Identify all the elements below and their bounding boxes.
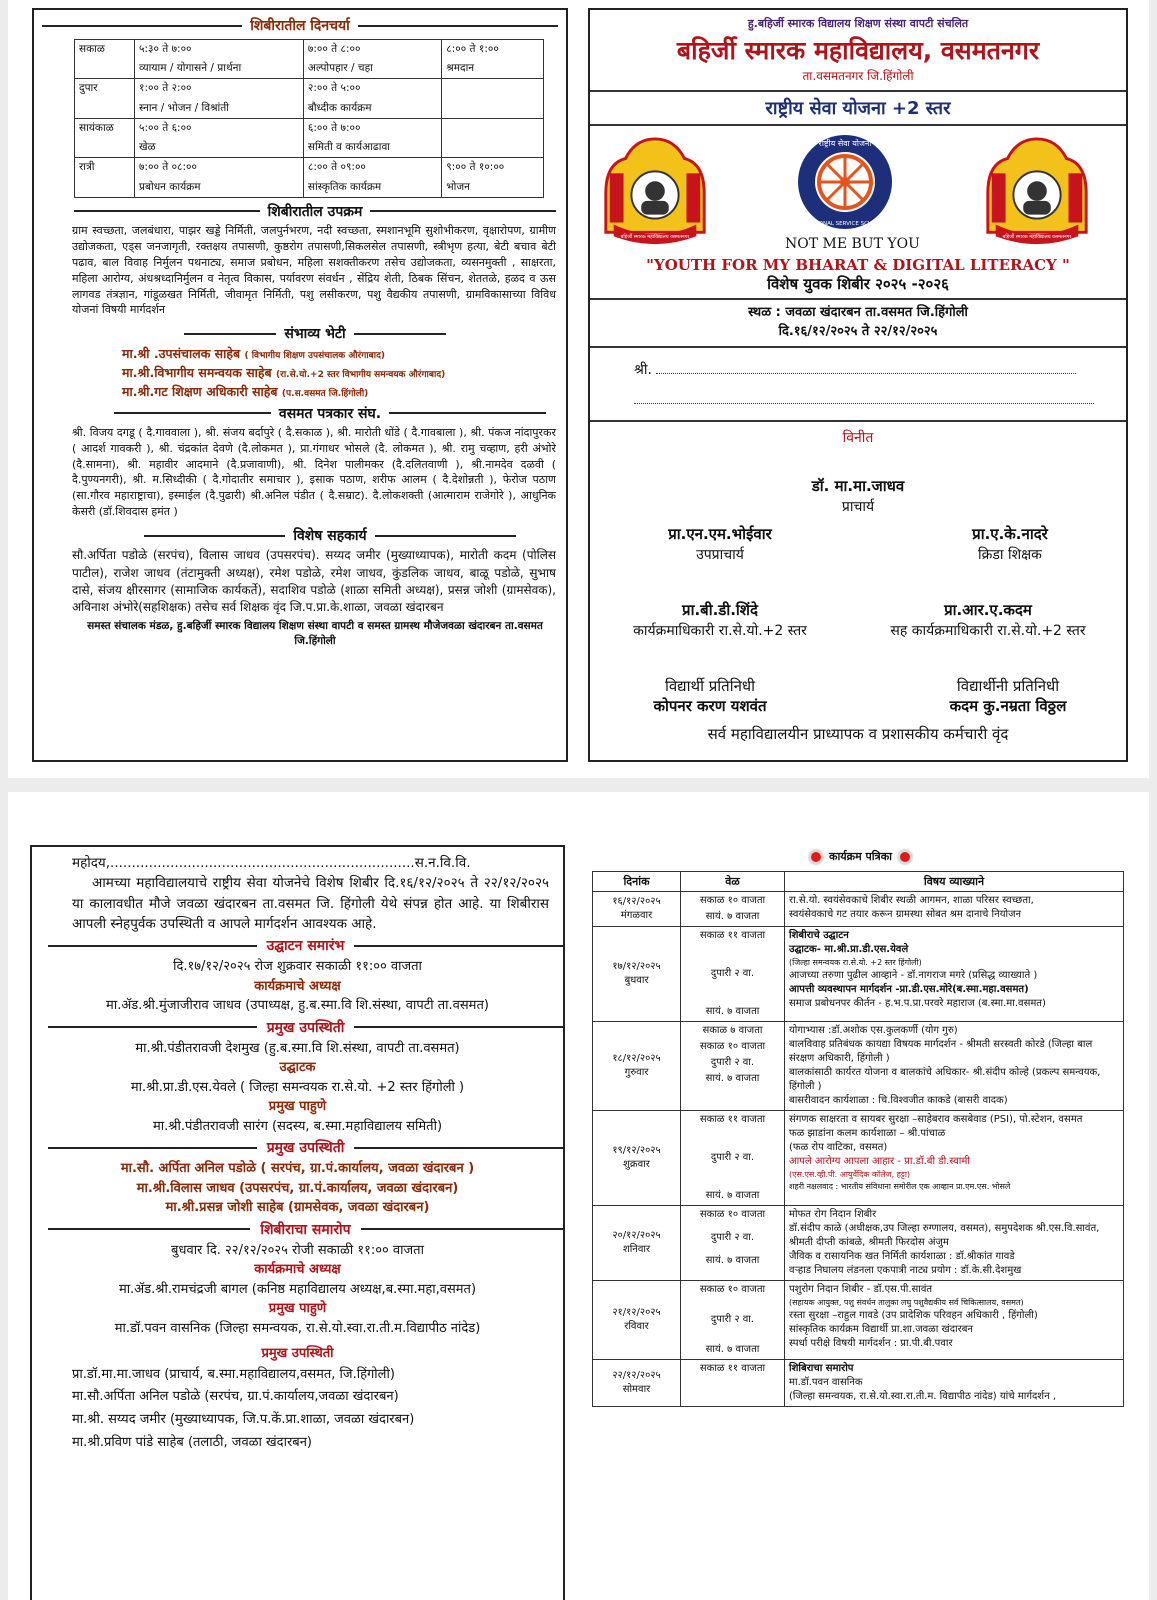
- visits-list: [34, 345, 566, 401]
- society-name: हु.बहिर्जी स्मारक विद्यालय शिक्षण संस्था वापटी संचलित: [747, 17, 969, 30]
- topic-line: बासरीवादन कार्यशाळा : चि.विश्वजीत काकडे (बासरी वादक): [789, 1095, 1008, 1107]
- closing-guest-title: प्रमुख पाहुणे: [268, 1301, 327, 1316]
- presence-item: मा.सौ. अर्पिता अनिल पडोळे ( सरपंच, ग्रा.पं.कार्यालय, जवळा खंदारबन ): [120, 1161, 475, 1176]
- invitation-text: आमच्या महाविद्यालयाचे राष्ट्रीय सेवा योजनेचे विशेष शिबीर दि.१६/१२/२०२५ ते २२/१२/२०२५ या कालावधीत मौजे जवळा खंदारबन ता.वसमत जि. हिंगोली येथे संपन्न होत आहे. या शिबीरास आपली स्नेहपुर्वक उपस्थिती व आपले मार्गदर्शन आवश्यक आहे.: [72, 875, 549, 932]
- routine-time: २:०० ते ५:००: [303, 79, 441, 99]
- student-rep-boy: विद्यार्थी प्रतिनिधी कोपनर करण यशवंत: [653, 677, 767, 715]
- inaugurator-title: उद्घाटक: [279, 1060, 316, 1075]
- routine-activity: खेळ: [135, 138, 304, 158]
- activities-text: ग्राम स्वच्छता, जलबंधारा, पाझर खड्डे निर्मिती, जलपुर्नभरण, नदी स्वच्छता, स्मशानभूमि सुशोभीकरण, वृक्षारोपण, ग्रामीण उद्योजकता, एड्स जनजागृती, रक्तक्षय तपासणी, कुष्ठरोग तपासणी,सिकलसेल तपासणी, स्त्रीभृण हत्या, बेटी बचाव बेटी पढाव, बाल विवाह निर्मुलन पथनाट्य, समाज प्रबोधन, महिला सशक्तीकरण तसेच उद्योजकता, व्यसनमुक्ती , साक्षरता, महिला आरोग्य, अंधश्रध्दानिर्मुलन व नेतृत्व विकास, पर्यावरण संवर्धन , सेंद्रिय शेती, ठिबक सिंचन, शेततळे, हळद व ऊस लागवड तंत्रज्ञान, गांडूळखत निर्मिती, जीवामृत निर्मिती, पशु लसीकरण, पशु वैद्यकीय तपासणी, ग्रामविकासाच्या विविध योजनां विषयी मार्गदर्शन: [72, 223, 556, 317]
- theme-slogan: "YOUTH FOR MY BHARAT & DIGITAL LITERACY ": [646, 256, 1070, 274]
- time-text: दुपारी २ वा.: [710, 1314, 755, 1326]
- coop-footer: समस्त संचालक मंडळ, हु.बहिर्जी स्मारक विद्यालय शिक्षण संस्था वापटी व समस्त ग्रामस्थ मौजेजवळा खंदारबन ता.वसमत जि.हिंगोली: [87, 619, 543, 647]
- topic-line: (फळ रोप वाटिका, वसमत): [789, 1142, 888, 1154]
- chair-person: मा.ॲड.श्री.मुंजाजीराव जाधव (उपाध्यक्ष, हु.ब.स्मा.वि शि.संस्था, वापटी ता.वसमत): [106, 998, 489, 1013]
- topic-line: मोफत रोग निदान शिबीर: [789, 1209, 877, 1221]
- routine-row: [75, 79, 544, 99]
- column-header: वेळ: [681, 872, 785, 892]
- coop-text: सौ.अर्पिता पडोळे (सरपंच), विलास जाधव (उपसरपंच). सय्यद जमीर (मुख्याध्यापक), मारोती कदम (पोलिस पाटील), राजेश जाधव (तंटामुक्ती अध्यक्ष), रमेश पडोळे, रमेश जाधव, कुंडलिक जाधव, बाळू पडोळे, सुभाष दासे, संजय क्षीरसागर (सामाजिक कार्यकर्ते), सदाशिव पडोळे (शाळा समिती अध्यक्ष), प्रसन्न जोशी (ग्रामसेवक), अविनाश अंभोरे(सहशिक्षक) तसेच सर्व शिक्षक वृंद जि.प.प्रा.के.शाळा, जवळा खंदारबन: [72, 548, 556, 615]
- routine-row: [75, 118, 544, 138]
- presence-list: [32, 1159, 563, 1218]
- routine-time: ८:०० ते १:००: [442, 40, 544, 60]
- programme-topics: [785, 892, 1124, 927]
- time-text: सायं. ७ वाजता: [705, 1190, 760, 1202]
- closing-presence-item: मा.सौ.अर्पिता अनिल पडोळे (सरपंच, ग्रा.पं.कार्यालय,जवळा खंदारबन): [72, 1389, 399, 1405]
- date-text: १७/१२/२०२५: [612, 961, 661, 973]
- time-text: दुपारी २ वा.: [710, 968, 755, 980]
- date-text: १९/१२/२०२५: [612, 1145, 661, 1157]
- routine-time: ७:०० ते ८:००: [303, 40, 441, 60]
- routine-time: ६:०० ते ७:००: [303, 118, 441, 138]
- topic-line: संगणक साक्षरता व सायबर सुरक्षा –साहेबराव कसबेवाड (PSI), पो.स्टेशन, वसमत: [789, 1114, 1083, 1126]
- routine-row-activity: [75, 59, 544, 79]
- presence-item: मा.श्री.प्रसन्न जोशी साहेब (ग्रामसेवक, जवळा खंदारबन): [165, 1200, 430, 1215]
- time-text: सकाळ १० वाजता: [699, 895, 766, 907]
- topic-line: (जिल्हा समन्वयक, रा.से.यो.स्वा.रा.ती.म. विद्यापीठ नांदेड) यांचे मार्गदर्शन ,: [789, 1391, 1056, 1403]
- visits-title: संभाव्य भेटी: [34, 324, 566, 343]
- routine-time: ५:०० ते ६:००: [135, 118, 304, 138]
- presence-title: प्रमुख उपस्थिती: [32, 1138, 563, 1157]
- routine-label: रात्री: [75, 158, 135, 197]
- vice-principal: प्रा.एन.एम.भोईवार उपप्राचार्य: [668, 525, 772, 563]
- routine-activity: [442, 138, 544, 158]
- panel-cover: [588, 8, 1128, 762]
- nss-logo-icon: [795, 132, 895, 232]
- programme-date: [593, 1111, 681, 1206]
- routine-table: [74, 39, 544, 198]
- routine-time: [442, 79, 544, 99]
- chief-title: प्रमुख उपस्थिती: [32, 1018, 563, 1037]
- camp-title: विशेष युवक शिबीर २०२५ -२०२६: [767, 275, 949, 293]
- press-title: वसमत पत्रकार संघ.: [34, 404, 566, 423]
- programme-times: [681, 1111, 785, 1206]
- topic-line: बालकांसाठी कार्यरत योजना व बालकांचे अधिकार- श्री.संदीप कोल्हे (प्रकल्प समन्वयक, हिंगोली ): [789, 1067, 1101, 1093]
- inaugurator: मा.श्री.प्रा.डी.एस.येवले ( जिल्हा समन्वयक रा.से.यो. +2 स्तर हिंगोली ): [130, 1079, 465, 1095]
- topic-line: मा.डॉ.पवन वासनिक: [789, 1377, 863, 1389]
- programme-date: [593, 1022, 681, 1111]
- topic-line: शिबिराचा समारोप: [789, 1363, 854, 1375]
- motto: NOT ME BUT YOU: [785, 236, 920, 252]
- routine-activity: सांस्कृतिक कार्यक्रम: [303, 178, 441, 198]
- topic-line: (जिल्हा समन्वयक रा.से.यो. +2 स्तर हिंगोली): [789, 958, 922, 968]
- salutation: महोदय,.......................................................................स.न.वि.वि.: [72, 855, 471, 871]
- time-text: सकाळ ११ वाजता: [699, 930, 766, 942]
- topic-line: (सहायक आयुक्त, पशु संवर्धन तालुका लघु पशुवैद्यकीय सर्व चिकित्सालय, वसमत): [789, 1298, 1024, 1308]
- routine-activity: अल्पोपहार / चहा: [303, 59, 441, 79]
- principal: डॉ. मा.मा.जाधव प्राचार्य: [811, 477, 905, 515]
- topic-line: (एस.एस.व्ही.पी. आयुर्वेदिक कॉलेज, हट्टा): [789, 1170, 911, 1180]
- date-text: २१/१२/२०२५: [612, 1307, 661, 1319]
- college-seal-icon: [596, 134, 714, 252]
- routine-row: [75, 40, 544, 60]
- topic-line: आपत्ती व्यवस्थापन मार्गदर्शन -प्रा.डी.एस.मोरे(ब.स्मा.महा.वसमत): [789, 983, 1029, 995]
- programme-topics: [785, 1360, 1124, 1407]
- guest: मा.श्री.पंडीतरावजी सारंग (सदस्य, ब.स्मा.महाविद्यालय समिती): [152, 1118, 443, 1134]
- topic-line: रा.से.यो. स्वयंसेवकाचे शिबीर स्थळी आगमन, शाळा परिसर स्वच्छता,: [789, 895, 1034, 907]
- programme-row: [593, 1206, 1124, 1281]
- topic-line: योगाभ्यास :डॉ.अशोक एस.कुलकर्णी (योग गुरु): [789, 1025, 958, 1037]
- topic-line: रस्ता सुरक्षा –राहुल गावडे (उप प्रादेशिक परिवहन अधिकारी , हिंगोली): [789, 1309, 1038, 1321]
- routine-activity: व्यायाम / योगासने / प्रार्थना: [135, 59, 304, 79]
- programme-times: [681, 1206, 785, 1281]
- programme-row: [593, 1022, 1124, 1111]
- programme-times: [681, 892, 785, 927]
- date-text: १८/१२/२०२५: [612, 1053, 661, 1065]
- nss-logo-en: NATIONAL SERVICE SCHEME: [806, 221, 884, 227]
- topic-line: स्पर्धा परीक्षे विषयी मार्गदर्शन : प्रा.पी.बी.पवार: [789, 1337, 953, 1349]
- programme-row: [593, 927, 1124, 1022]
- column-header: दिनांक: [593, 872, 681, 892]
- activities-title: शिबीरातील उपक्रम: [34, 202, 566, 221]
- date-text: १६/१२/२०२५: [612, 896, 661, 908]
- programme-header: [593, 872, 1124, 892]
- topic-line: स्वयंसेवकाचे गट तयार करून ग्रामस्था सोबत श्रम दानाचे नियोजन: [789, 909, 1022, 921]
- staff-line: सर्व महाविद्यालयीन प्राध्यापक व प्रशासकीय कर्मचारी वृंद: [707, 725, 1009, 743]
- day-text: रविवार: [624, 1321, 649, 1333]
- coop-title: विशेष सहकार्य: [34, 526, 566, 545]
- closing-presence-item: प्रा.डॉ.मा.मा.जाधव (प्राचार्य, ब.स्मा.महाविद्यालय,वसमत, जि.हिंगोली): [72, 1366, 395, 1382]
- topic-line: आपले आरोग्य आपला आहार - प्रा.डॉ.बी डी.स्वामी: [789, 1156, 970, 1168]
- programme-date: [593, 1360, 681, 1407]
- topic-line: फळ झाडांना कलम कार्यशाळा – श्री.पांचाळ: [789, 1128, 946, 1140]
- routine-time: [442, 118, 544, 138]
- time-text: दुपारी २ वा.: [710, 1232, 755, 1244]
- camp-venue: स्थळ : जवळा खंदारबन ता.वसमत जि.हिंगोली: [748, 305, 968, 320]
- visit-item: [122, 345, 566, 364]
- time-text: सायं. ७ वाजता: [705, 1073, 760, 1085]
- day-text: गुरुवार: [624, 1067, 649, 1079]
- date-text: २०/१२/२०२५: [612, 1230, 661, 1242]
- routine-row: [75, 158, 544, 178]
- routine-time: ५:३० ते ७:००: [135, 40, 304, 60]
- press-text: श्री. विजय दगडू ( दै.गाववाला ), श्री. संजय बर्दापुरे ( दै.सकाळ ), श्री. मारोती धोंडे ( दै.गावबाला ), श्री. पंकज नांदापुरकर ( आदर्श गावकरी ), श्री. चंद्रकांत देवणे (दै.लोकमत ), प्रा.गंगाधर भोसले (दै. लोकमत ), श्री. रामु चव्हाण, हरी अंभोरे (दै.सामना), श्री. महावीर आदमाने (दै.प्रजावाणी), श्री. दिनेश पालीमकर (दै.दलितवाणी ), श्री.नामदेव दळवी ( दै.पुण्यनगरी), श्री. म.सिध्दीकी ( दै.गोदातीर समाचार ), इसाक पठाण, शरीफ आलम ( दै.देशोन्नती ), फेरोज पठाण (सा.गौरव महाराष्ट्राचा), इस्माईल (दै.पुढारी) श्री.अनिल पंडीत ( दै.सम्राट). दै.लोकशक्ती (आत्माराम राजेगोरे ), आधुनिक केसरी (डॉ.शिवदास हमंत ): [72, 425, 556, 519]
- topic-line: आजच्या तरुणा पुढील आव्हाने - डॉ.नागराज मगरे (प्रसिद्ध व्याख्याते ): [789, 969, 1038, 981]
- routine-activity: प्रबोधन कार्यक्रम: [135, 178, 304, 198]
- closing-title: शिबीराचा समारोप: [32, 1220, 563, 1239]
- routine-label: सकाळ: [75, 40, 135, 79]
- visit-note: (रा.से.यो.+2 स्तर विभागीय समन्वयक औरंगाबाद): [276, 370, 446, 381]
- programme-times: [681, 1022, 785, 1111]
- routine-activity: बौध्दीक कार्यक्रम: [303, 99, 441, 119]
- programme-row: [593, 1360, 1124, 1407]
- sports-teacher: प्रा.ए.के.नादरे क्रिडा शिक्षक: [972, 525, 1048, 563]
- programme-date: [593, 927, 681, 1022]
- programme-times: [681, 927, 785, 1022]
- routine-time: ९:०० ते १०:००: [442, 158, 544, 178]
- programme-topics: [785, 1111, 1124, 1206]
- logo-strip: [590, 130, 1126, 256]
- guest-title: प्रमुख पाहुणे: [268, 1099, 327, 1114]
- time-text: सायं. ७ वाजता: [705, 1006, 760, 1018]
- routine-time: १:०० ते २:००: [135, 79, 304, 99]
- closing-chair-title: कार्यक्रमाचे अध्यक्ष: [254, 1262, 341, 1277]
- programme-topics: [785, 1281, 1124, 1360]
- presence-item: मा.श्री.विलास जाधव (उपसरपंच, ग्रा.पं.कार्यालय, जवळा खंदारबन): [136, 1180, 459, 1196]
- routine-activity: [442, 99, 544, 119]
- routine-label: दुपार: [75, 79, 135, 118]
- date-text: २२/१२/२०२५: [612, 1370, 661, 1382]
- college-name: बहिर्जी स्मारक महाविद्यालय, वसमतनगर: [676, 36, 1040, 65]
- closing-chair: मा.ॲड.श्री.रामचंद्रजी बागल (कनिष्ठ महाविद्यालय अध्यक्ष,ब.स्मा.महा,वसमत): [118, 1281, 477, 1297]
- programme-title: कार्यक्रम पत्रिका: [588, 849, 1133, 871]
- routine-time: ८:०० ते ०९:००: [303, 158, 441, 178]
- co-program-officer: प्रा.आर.ए.कदम सह कार्यक्रमाधिकारी रा.से.यो.+2 स्तर: [890, 601, 1086, 639]
- closing-guest: मा.डॉ.पवन वासनिक (जिल्हा समन्वयक, रा.से.यो.स्वा.रा.ती.म.विद्यापीठ नांदेड): [114, 1320, 481, 1336]
- topic-line: शहरी नक्षलवाद : भारतीय संविधाना समोरील एक आव्हान प्रा.एम.एस. भोसले: [789, 1181, 1011, 1191]
- recipient-line: श्री.: [590, 352, 1126, 379]
- programme-topics: [785, 927, 1124, 1022]
- closing-presence-item: मा.श्री. सय्यद जमीर (मुख्याध्यापक, जि.प.कें.प्रा.शाळा, जवळा खंदारबन): [72, 1412, 415, 1427]
- programme-date: [593, 1206, 681, 1281]
- student-rep-girl: विद्यार्थीनी प्रतिनिधी कदम कु.नम्रता विठ्ठल: [949, 677, 1067, 715]
- time-text: सायं. ७ वाजता: [705, 911, 760, 923]
- seal-text-right: बहिर्जी स्मारक महाविद्यालय वसमतनगर: [1002, 234, 1072, 241]
- closing-presence-title: प्रमुख उपस्थिती: [261, 1346, 334, 1361]
- programme-date: [593, 892, 681, 927]
- bullet-icon: [898, 850, 912, 864]
- programme-topics: [785, 1206, 1124, 1281]
- time-text: सकाळ ७ वाजता: [702, 1025, 763, 1037]
- programme-row: [593, 1281, 1124, 1360]
- day-text: सोमवार: [622, 1384, 651, 1396]
- visit-name: मा.श्री .उपसंचालक साहेब: [122, 346, 241, 362]
- time-text: सकाळ ११ वाजता: [699, 1114, 766, 1126]
- column-header: विषय व्याख्याने: [785, 872, 1124, 892]
- topic-line: सांस्कृतिक कार्यक्रम विद्यार्थी प्रा.शा.जवळा खंदारबन: [789, 1323, 973, 1335]
- routine-row-activity: [75, 99, 544, 119]
- topic-line: पशुरोग निदान शिबीर - डॉ.एस.पी.सावंत: [789, 1284, 933, 1296]
- chief-person: मा.श्री.पंडीतरावजी देशमुख (हु.ब.स्मा.वि शि.संस्था, वापटी ता.वसमत): [135, 1040, 460, 1056]
- inauguration-title: उद्घाटन समारंभ: [32, 936, 563, 955]
- daily-routine-title: शिबीरातील दिनचर्या: [34, 16, 566, 35]
- programme-times: [681, 1281, 785, 1360]
- bullet-icon: [809, 850, 823, 864]
- routine-row-activity: [75, 178, 544, 198]
- routine-activity: भोजन: [442, 178, 544, 198]
- day-text: बुधवार: [624, 975, 649, 987]
- time-text: सकाळ १० वाजता: [699, 1041, 766, 1053]
- visit-name: मा.श्री.विभागीय समन्वयक साहेब: [122, 365, 272, 381]
- time-text: सायं. ७ वाजता: [705, 1255, 760, 1267]
- topic-line: समाज प्रबोधनपर कीर्तन - ह.भ.प.प्रा.परवरे महाराज (ब.स्मा.मा.वसमत): [789, 997, 1046, 1009]
- closing-presence-item: मा.श्री.प्रविण पांडे साहेब (तलाठी, जवळा खंदारबन): [72, 1434, 312, 1450]
- camp-dates: दि.१६/१२/२०२५ ते २२/१२/२०२५: [778, 323, 938, 339]
- topic-line: वऱ्हाड निघालय लंडनला एकपात्री नाट्य प्रयोग : डॉ.के.सी.देशमुख: [789, 1265, 1022, 1277]
- visit-note: (प.स.वसमत जि.हिंगोली): [281, 388, 369, 399]
- panel-daily-routine: [32, 8, 568, 762]
- panel-programme: [588, 845, 1133, 1600]
- topic-line: डॉ.संदीप काळे (अधीक्षक,उप जिल्हा रुग्णालय, वसमत), समुपदेशक श्री.एस.वि.सावंत, श्रीमती दीप्ती कांबळे, श्रीमती फिरदोस अंजुम: [789, 1223, 1100, 1249]
- nss-title: राष्ट्रीय सेवा योजना +2 स्तर: [765, 98, 951, 119]
- college-location: ता.वसमतनगर जि.हिंगोली: [802, 69, 914, 83]
- programme-topics: [785, 1022, 1124, 1111]
- topic-line: शिबीराचे उद्घाटन: [789, 930, 849, 942]
- college-seal-icon-right: [978, 134, 1096, 252]
- day-text: मंगळवार: [620, 910, 653, 922]
- visit-name: मा.श्री.गट शिक्षण अधिकारी साहेब: [122, 383, 278, 399]
- routine-row-activity: [75, 138, 544, 158]
- program-officer: प्रा.बी.डी.शिंदे कार्यक्रमाधिकारी रा.से.यो.+2 स्तर: [633, 601, 807, 639]
- routine-activity: समिती व कार्यआढावा: [303, 138, 441, 158]
- visit-item: [122, 383, 566, 402]
- time-text: सकाळ ११ वाजता: [699, 1363, 766, 1375]
- routine-activity: श्रमदान: [442, 59, 544, 79]
- day-text: शुक्रवार: [623, 1159, 650, 1171]
- topic-line: उद्घाटक- मा.श्री.प्रा.डी.एस.येवले: [789, 944, 909, 956]
- time-text: दुपारी २ वा.: [710, 1057, 755, 1069]
- topic-line: जैविक व रासायनिक खत निर्मिती कार्यशाळा : डॉ.श्रीकांत गावडे: [789, 1251, 1015, 1263]
- time-text: सायं. ७ वाजता: [705, 1344, 760, 1356]
- nss-logo-text: राष्ट्रीय सेवा योजना: [818, 139, 872, 148]
- routine-activity: स्नान / भोजन / विश्रांती: [135, 99, 304, 119]
- closing-date: बुधवार दि. २२/१२/२०२५ रोजी सकाळी ११:०० वाजता: [171, 1242, 424, 1258]
- seal-text: बहिर्जी स्मारक महाविद्यालय वसमतनगर: [620, 234, 690, 241]
- day-text: शनिवार: [622, 1244, 651, 1256]
- vinit-label: विनीत: [842, 429, 874, 446]
- time-text: सकाळ १० वाजता: [699, 1284, 766, 1296]
- time-text: दुपारी २ वा.: [710, 1152, 755, 1164]
- routine-label: सायंकाळ: [75, 118, 135, 157]
- topic-line: बालविवाह प्रतिबंधक कायद्या विषयक मार्गदर्शन - श्रीमती सरस्वती कोरडे (जिल्हा बाल संरक्षण अधिकारी, हिंगोली ): [789, 1039, 1093, 1065]
- panel-invitation: [30, 845, 565, 1600]
- programme-row: [593, 1111, 1124, 1206]
- programme-row: [593, 892, 1124, 927]
- programme-times: [681, 1360, 785, 1407]
- chair-title: कार्यक्रमाचे अध्यक्ष: [254, 978, 341, 994]
- closing-presence-list: [32, 1364, 563, 1455]
- time-text: सकाळ १० वाजता: [699, 1209, 766, 1221]
- programme-table: [592, 871, 1124, 1407]
- programme-date: [593, 1281, 681, 1360]
- visit-note: ( विभागीय शिक्षण उपसंचालक औरंगाबाद): [244, 351, 385, 362]
- visit-item: [122, 364, 566, 383]
- inauguration-date: दि.१७/१२/२०२५ रोज शुक्रवार सकाळी ११:०० वाजता: [173, 959, 422, 974]
- routine-time: ७:०० ते ०८:००: [135, 158, 304, 178]
